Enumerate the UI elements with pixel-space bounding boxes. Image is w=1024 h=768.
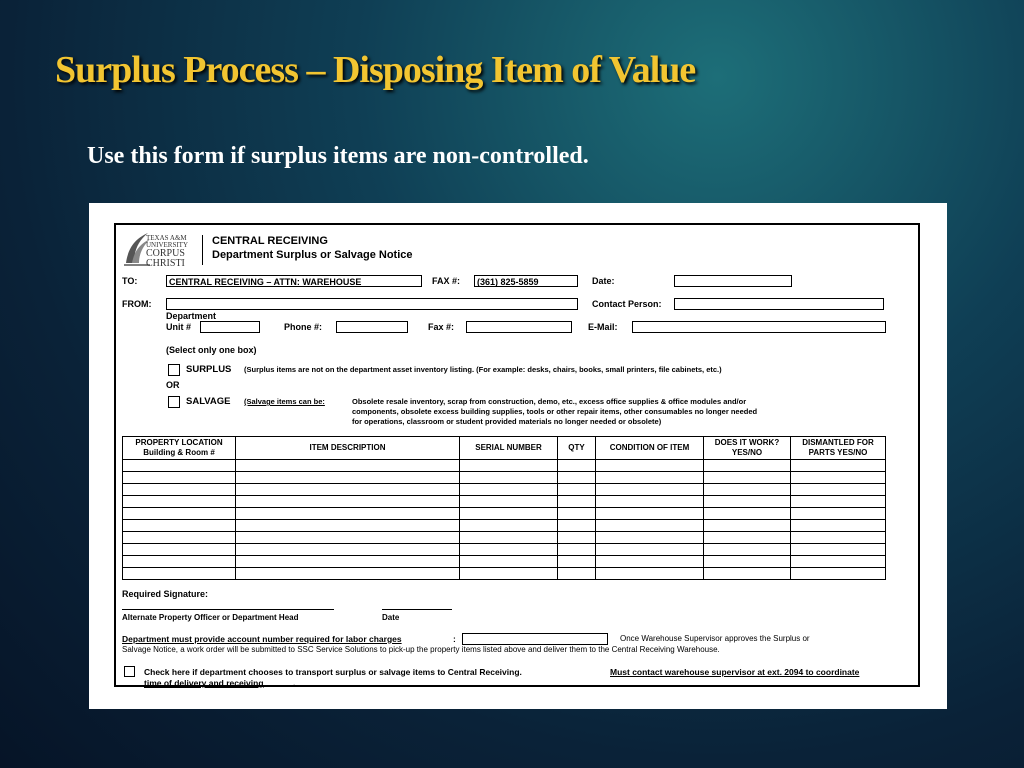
signature-date-label: Date — [382, 613, 400, 622]
phone-label: Phone #: — [284, 322, 323, 332]
table-cell[interactable] — [236, 556, 460, 568]
table-row — [123, 496, 886, 508]
table-cell[interactable] — [236, 508, 460, 520]
account-colon: : — [453, 634, 456, 644]
table-cell[interactable] — [596, 508, 704, 520]
table-cell[interactable] — [596, 484, 704, 496]
logo-line: TEXAS A&M — [146, 234, 187, 242]
unit-field[interactable] — [200, 321, 260, 333]
table-cell[interactable] — [123, 556, 236, 568]
signature-date-line[interactable] — [382, 609, 452, 610]
table-row — [123, 484, 886, 496]
table-cell[interactable] — [236, 568, 460, 580]
table-cell[interactable] — [123, 568, 236, 580]
table-cell[interactable] — [123, 520, 236, 532]
items-table-body — [123, 460, 886, 580]
transport-text: Check here if department chooses to transport surplus or salvage items to Central Receiving. — [144, 667, 522, 677]
table-cell[interactable] — [704, 472, 791, 484]
slide-subtitle: Use this form if surplus items are non-controlled. — [87, 143, 589, 169]
table-row — [123, 508, 886, 520]
table-cell[interactable] — [704, 484, 791, 496]
table-header-row — [123, 437, 886, 460]
select-note: (Select only one box) — [166, 345, 257, 355]
table-cell[interactable] — [123, 544, 236, 556]
from-label: FROM: — [122, 299, 152, 309]
email-field[interactable] — [632, 321, 886, 333]
form-header-title: CENTRAL RECEIVING — [212, 235, 328, 247]
table-cell[interactable] — [123, 496, 236, 508]
form-header-subtitle: Department Surplus or Salvage Notice — [212, 249, 413, 261]
table-cell[interactable] — [558, 484, 596, 496]
table-cell[interactable] — [460, 544, 558, 556]
table-cell[interactable] — [123, 508, 236, 520]
table-cell[interactable] — [704, 508, 791, 520]
table-cell[interactable] — [236, 472, 460, 484]
column-header: QTY — [558, 437, 596, 460]
transport-contact-2: time of delivery and receiving — [144, 678, 264, 688]
contact-person-field[interactable] — [674, 298, 884, 310]
fax-value: (361) 825-5859 — [477, 277, 539, 287]
table-cell[interactable] — [460, 508, 558, 520]
table-cell[interactable] — [123, 484, 236, 496]
table-row — [123, 568, 886, 580]
logo-line: CORPUS — [146, 248, 185, 259]
salvage-description-3: for operations, classroom or student provided materials no longer needed or obsolete) — [352, 417, 662, 426]
table-cell[interactable] — [460, 472, 558, 484]
account-note-2: Salvage Notice, a work order will be submitted to SSC Service Solutions to pick-up the property items listed above and deliver them to the Central Receiving Warehouse. — [122, 645, 720, 654]
table-cell[interactable] — [704, 544, 791, 556]
table-cell[interactable] — [791, 460, 886, 472]
table-cell[interactable] — [236, 520, 460, 532]
logo-line: UNIVERSITY — [146, 241, 188, 249]
column-header: SERIAL NUMBER — [460, 437, 558, 460]
table-cell[interactable] — [704, 532, 791, 544]
table-cell[interactable] — [558, 496, 596, 508]
table-cell[interactable] — [460, 484, 558, 496]
table-cell[interactable] — [791, 544, 886, 556]
date-label: Date: — [592, 276, 615, 286]
salvage-checkbox[interactable] — [168, 396, 180, 408]
to-value: CENTRAL RECEIVING – ATTN: WAREHOUSE — [169, 277, 362, 287]
salvage-description-1: Obsolete resale inventory, scrap from construction, demo, etc., excess office supplies & office modules and/or — [352, 397, 747, 406]
table-cell[interactable] — [236, 544, 460, 556]
unit-label: Unit # — [166, 322, 192, 332]
table-cell[interactable] — [558, 532, 596, 544]
table-cell[interactable] — [460, 520, 558, 532]
items-table — [122, 436, 886, 580]
or-label: OR — [166, 380, 180, 390]
surplus-label: SURPLUS — [186, 364, 232, 375]
table-cell[interactable] — [236, 496, 460, 508]
table-cell[interactable] — [460, 568, 558, 580]
table-cell[interactable] — [558, 472, 596, 484]
table-cell[interactable] — [704, 460, 791, 472]
table-cell[interactable] — [704, 520, 791, 532]
table-cell[interactable] — [460, 556, 558, 568]
column-header: ITEM DESCRIPTION — [236, 437, 460, 460]
table-cell[interactable] — [558, 568, 596, 580]
phone-field[interactable] — [336, 321, 408, 333]
column-header: CONDITION OF ITEM — [596, 437, 704, 460]
column-header: PROPERTY LOCATION Building & Room # — [123, 437, 236, 460]
table-row — [123, 532, 886, 544]
table-cell[interactable] — [558, 508, 596, 520]
table-cell[interactable] — [558, 460, 596, 472]
fax2-field[interactable] — [466, 321, 572, 333]
date-field[interactable] — [674, 275, 792, 287]
table-cell[interactable] — [791, 508, 886, 520]
transport-checkbox[interactable] — [124, 666, 135, 677]
table-cell[interactable] — [460, 460, 558, 472]
table-row — [123, 460, 886, 472]
table-cell[interactable] — [123, 472, 236, 484]
university-logo-text — [146, 235, 188, 269]
account-note-1: Once Warehouse Supervisor approves the Surplus or — [620, 634, 810, 643]
signature-line[interactable] — [122, 609, 334, 610]
account-number-field[interactable] — [462, 633, 608, 645]
table-cell[interactable] — [791, 520, 886, 532]
account-number-label: Department must provide account number required for labor charges — [122, 634, 402, 644]
table-cell[interactable] — [596, 496, 704, 508]
from-field[interactable] — [166, 298, 578, 310]
table-cell[interactable] — [596, 472, 704, 484]
salvage-description-2: components, obsolete excess building supplies, tools or other repair items, other consumables no longer needed — [352, 407, 758, 416]
table-row — [123, 544, 886, 556]
to-label: TO: — [122, 276, 138, 286]
table-row — [123, 472, 886, 484]
table-cell[interactable] — [704, 556, 791, 568]
table-cell[interactable] — [236, 532, 460, 544]
salvage-label: SALVAGE — [186, 396, 231, 407]
surplus-description: (Surplus items are not on the department asset inventory listing. (For example: desks, chairs, books, small printers, file cabinets, etc.) — [244, 365, 722, 374]
table-cell[interactable] — [596, 568, 704, 580]
logo-line: CHRISTI — [146, 258, 185, 269]
table-cell[interactable] — [558, 544, 596, 556]
table-cell[interactable] — [704, 568, 791, 580]
transport-contact-1: Must contact warehouse supervisor at ext. 2094 to coordinate — [610, 667, 860, 677]
surplus-checkbox[interactable] — [168, 364, 180, 376]
table-cell[interactable] — [123, 532, 236, 544]
table-cell[interactable] — [791, 556, 886, 568]
table-row — [123, 520, 886, 532]
table-cell[interactable] — [236, 484, 460, 496]
table-cell[interactable] — [596, 520, 704, 532]
to-field[interactable] — [166, 275, 422, 287]
table-cell[interactable] — [791, 484, 886, 496]
table-row — [123, 556, 886, 568]
department-label: Department — [166, 311, 217, 321]
fax-label: FAX #: — [432, 276, 461, 286]
table-cell[interactable] — [791, 472, 886, 484]
slide-title: Surplus Process – Disposing Item of Value — [55, 49, 696, 91]
signature-officer-label: Alternate Property Officer or Department Head — [122, 613, 299, 622]
table-cell[interactable] — [791, 496, 886, 508]
table-cell[interactable] — [123, 460, 236, 472]
table-cell[interactable] — [791, 568, 886, 580]
table-cell[interactable] — [596, 532, 704, 544]
fax2-label: Fax #: — [428, 322, 455, 332]
table-cell[interactable] — [558, 556, 596, 568]
required-signature-label: Required Signature: — [122, 589, 209, 599]
logo-divider — [202, 235, 203, 265]
email-label: E-Mail: — [588, 322, 618, 332]
table-cell[interactable] — [704, 496, 791, 508]
table-cell[interactable] — [596, 544, 704, 556]
table-cell[interactable] — [596, 556, 704, 568]
table-cell[interactable] — [791, 532, 886, 544]
table-cell[interactable] — [236, 460, 460, 472]
salvage-lead: (Salvage items can be: — [244, 397, 325, 406]
table-cell[interactable] — [596, 460, 704, 472]
fax-field[interactable] — [474, 275, 578, 287]
surplus-form — [114, 223, 920, 687]
table-cell[interactable] — [460, 496, 558, 508]
column-header: DISMANTLED FOR PARTS YES/NO — [791, 437, 886, 460]
transport-period: . — [293, 678, 296, 688]
table-cell[interactable] — [558, 520, 596, 532]
contact-person-label: Contact Person: — [592, 299, 662, 309]
column-header: DOES IT WORK? YES/NO — [704, 437, 791, 460]
form-image — [89, 203, 947, 709]
table-cell[interactable] — [460, 532, 558, 544]
